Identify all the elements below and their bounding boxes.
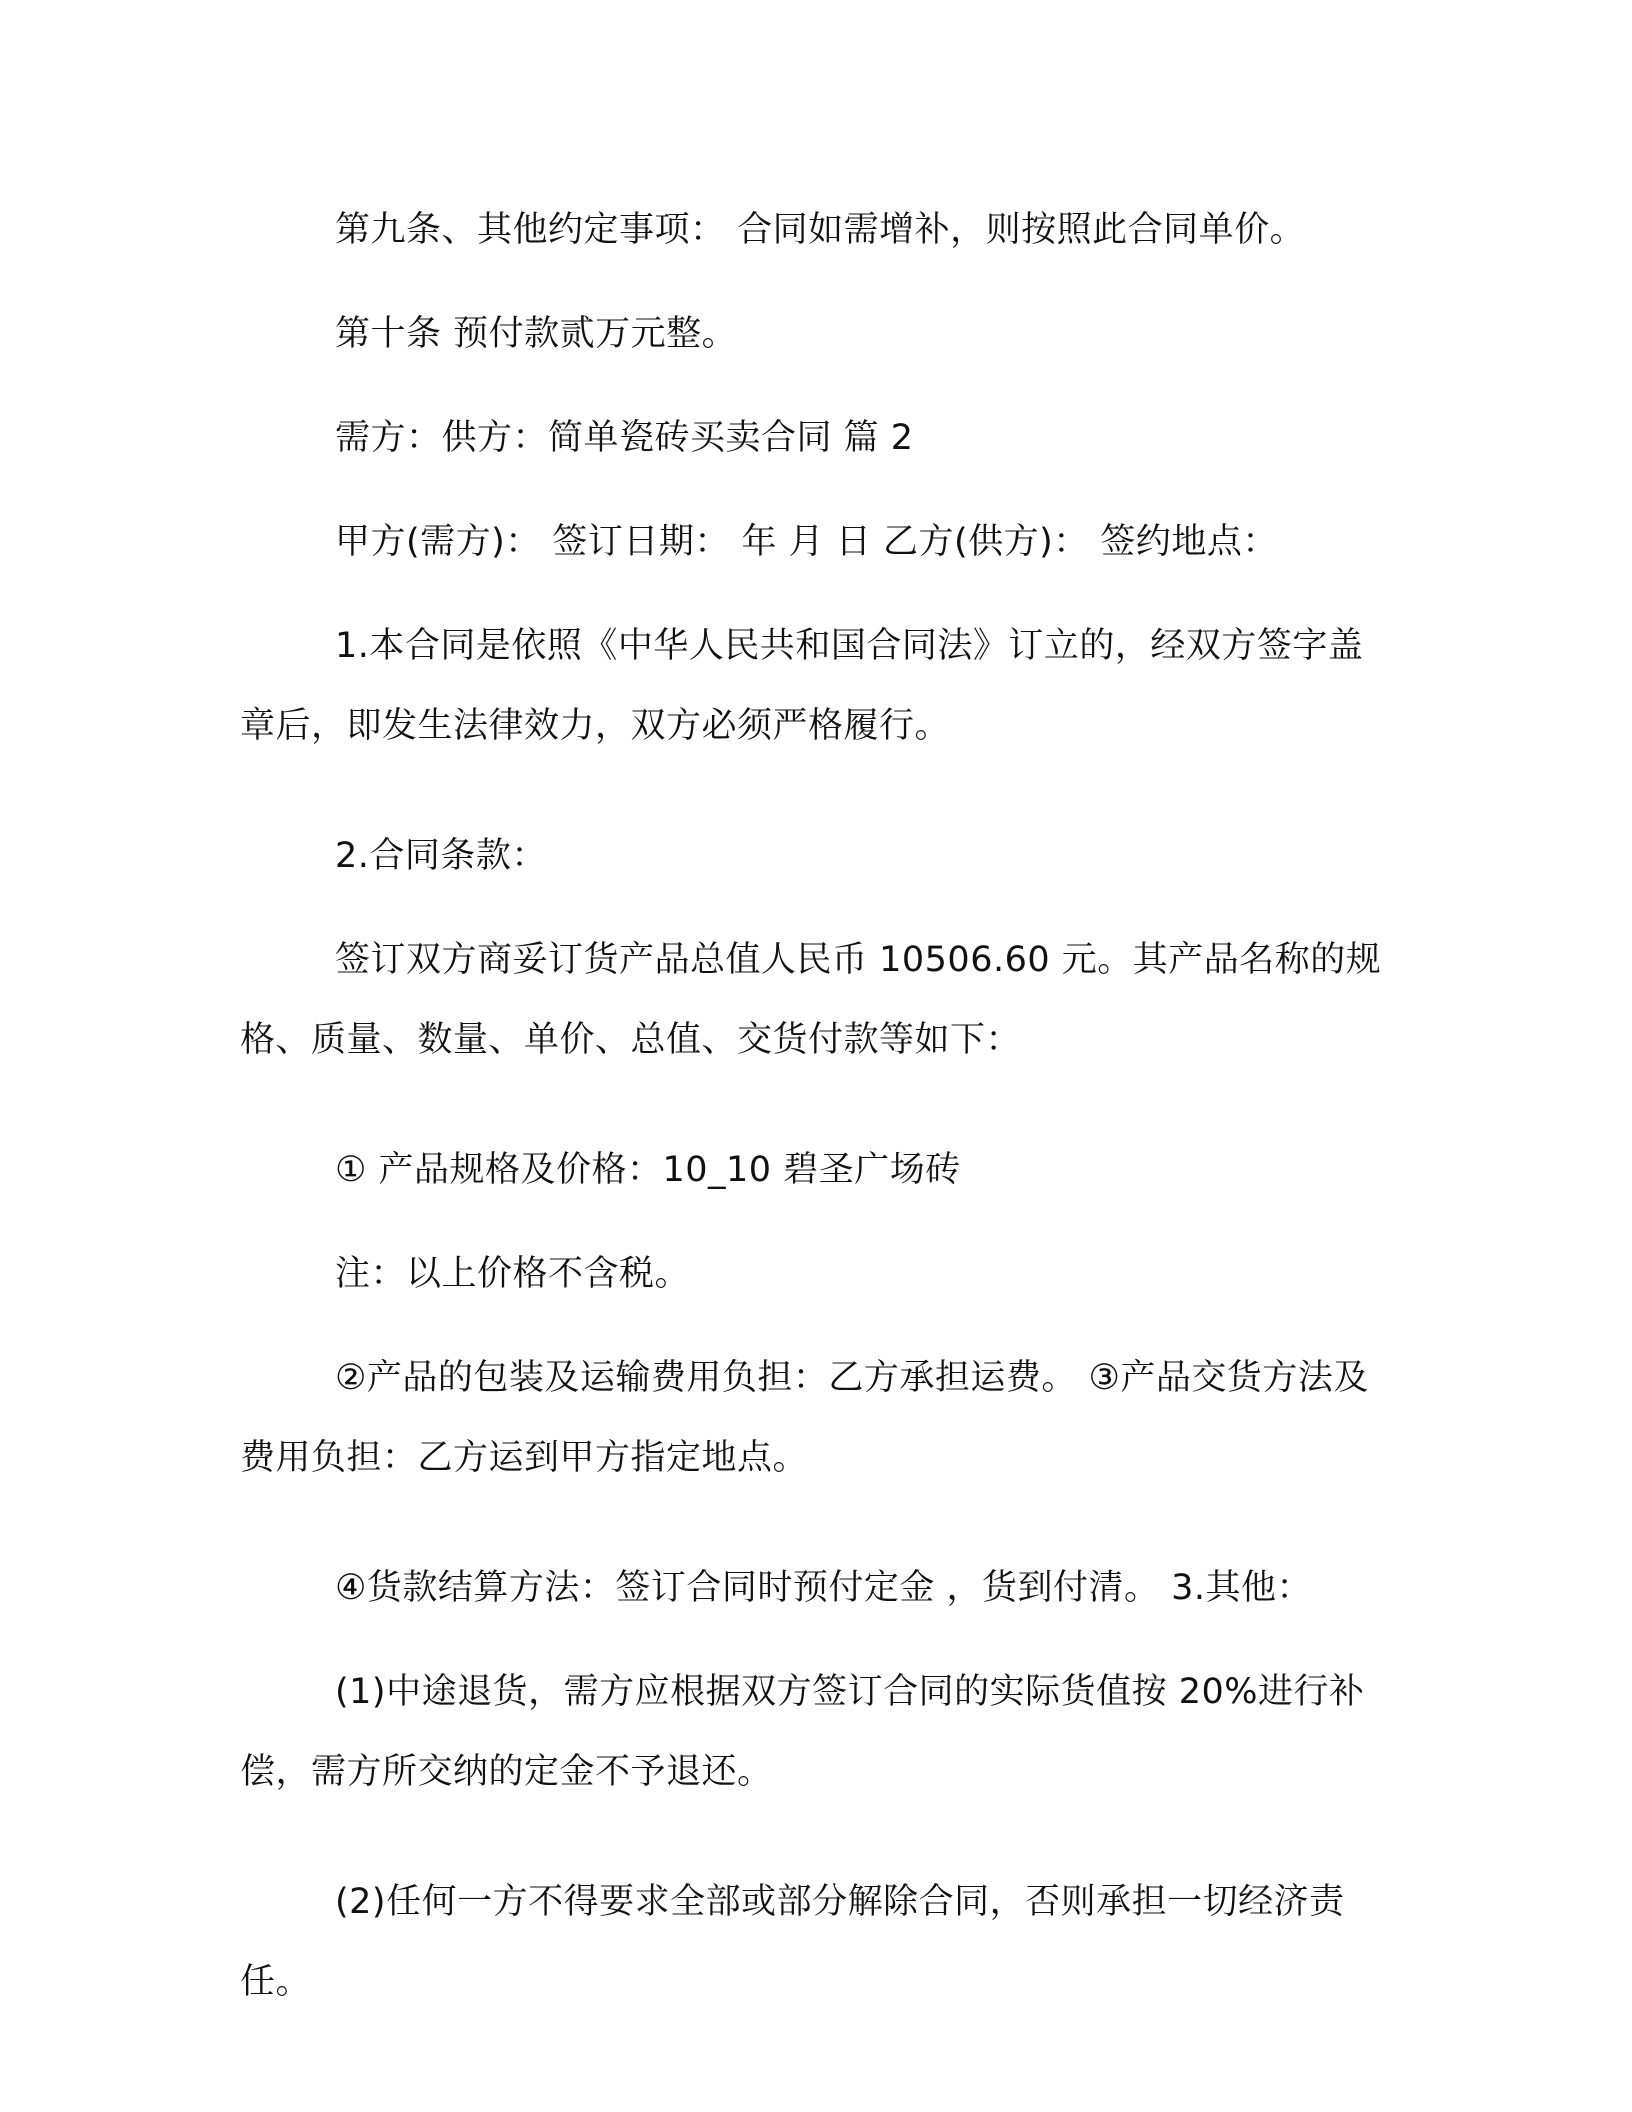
paragraph-packaging-delivery: ②产品的包装及运输费用负担：乙方承担运费。 ③产品交货方法及费用负担：乙方运到甲方指定地点。 [240,1358,1369,1478]
paragraph-article-9: 第九条、其他约定事项： 合同如需增补，则按照此合同单价。 [335,210,1306,250]
paragraph-parties-title: 需方：供方：简单瓷砖买卖合同 篇 2 [335,418,914,458]
paragraph-article-10: 第十条 预付款贰万元整。 [335,314,738,354]
paragraph-party-info: 甲方(需方)： 签订日期： 年 月 日 乙方(供方)： 签约地点： [335,522,1278,562]
paragraph-payment-method: ④货款结算方法：签订合同时预付定金 ，货到付清。 3.其他： [335,1568,1313,1608]
paragraph-clause-1: 1.本合同是依照《中华人民共和国合同法》订立的，经双方签字盖章后，即发生法律效力，双方必须严格履行。 [240,626,1364,746]
paragraph-product-spec: ① 产品规格及价格：10_10 碧圣广场砖 [335,1150,961,1190]
paragraph-tax-note: 注：以上价格不含税。 [335,1254,691,1294]
paragraph-total-value: 签订双方商妥订货产品总值人民币 10506.60 元。其产品名称的规格、质量、数量、单价、总值、交货付款等如下： [240,940,1382,1060]
paragraph-termination: (2)任何一方不得要求全部或部分解除合同，否则承担一切经济责任。 [240,1882,1345,2002]
document-body [240,190,1390,2072]
paragraph-return-policy: (1)中途退货，需方应根据双方签订合同的实际货值按 20%进行补偿，需方所交纳的定金不予退还。 [240,1672,1365,1792]
paragraph-clause-2-heading: 2.合同条款： [335,836,547,876]
